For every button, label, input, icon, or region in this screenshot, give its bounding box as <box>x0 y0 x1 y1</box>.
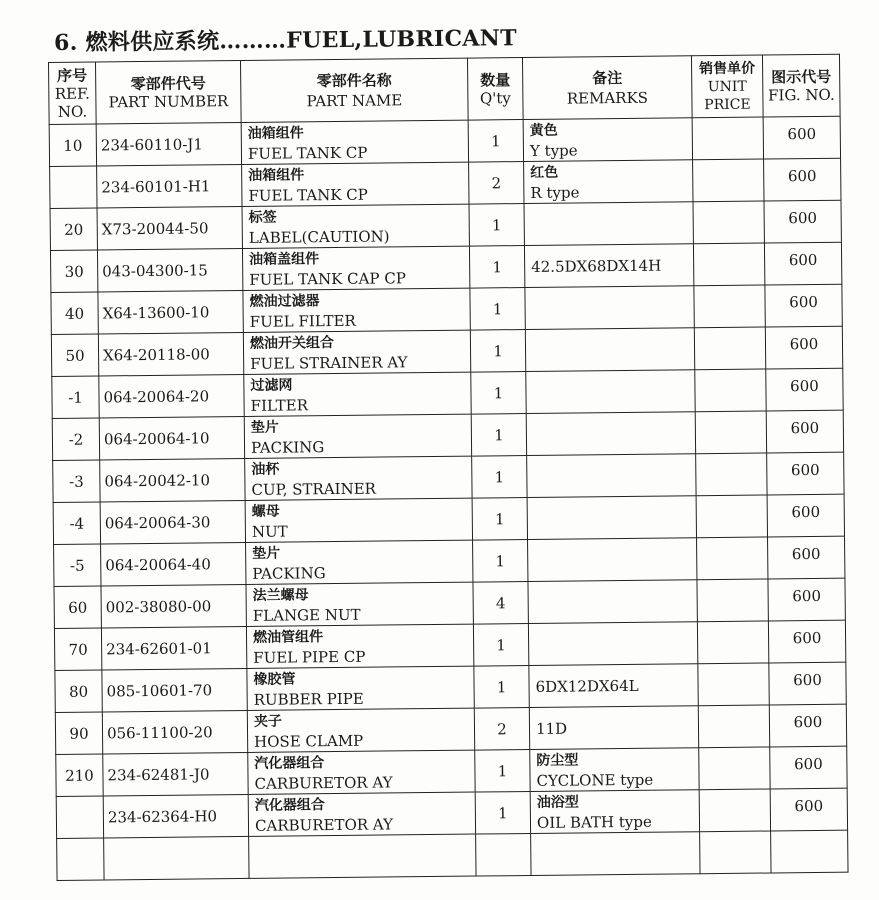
part-name-cell <box>248 792 475 836</box>
remarks-en: 42.5DX68DX14H <box>531 256 662 276</box>
remarks-cell <box>530 790 699 834</box>
unit-price-cell <box>692 117 763 160</box>
part-name-zh: 汽化器组合 <box>254 796 325 814</box>
header-qty-en: Q'ty <box>479 88 511 107</box>
remarks-cell <box>524 244 693 288</box>
remarks-cell <box>525 286 694 330</box>
part-name-en: FUEL PIPE CP <box>253 647 366 667</box>
part-name-en: FUEL TANK CAP CP <box>249 268 406 289</box>
part-name-en: CARBURETOR AY <box>254 772 393 793</box>
header-rem-en: REMARKS <box>566 88 649 108</box>
part-name-zh: 垫片 <box>250 419 279 436</box>
qty-cell: 1 <box>472 498 527 541</box>
part-name-en: PACKING <box>252 563 326 583</box>
empty-cell <box>104 836 249 880</box>
ref-no-cell: -2 <box>52 418 99 460</box>
qty-cell: 1 <box>469 204 524 247</box>
fig-no-cell: 600 <box>768 536 845 579</box>
header-part-name <box>240 58 468 122</box>
remarks-cell <box>526 370 695 414</box>
header-name-en: PART NAME <box>306 90 403 110</box>
qty-cell: 1 <box>471 372 526 415</box>
part-name-zh: 夹子 <box>253 713 282 730</box>
part-name-cell <box>245 498 472 542</box>
fig-no-cell: 600 <box>770 788 847 831</box>
header-name-zh: 零部件名称 <box>316 70 392 90</box>
part-number-cell: 064-20064-10 <box>99 416 244 460</box>
ref-no-cell: 80 <box>55 670 102 712</box>
part-name-zh: 油箱组件 <box>247 124 304 142</box>
unit-price-cell <box>699 747 770 790</box>
part-name-zh: 燃油开关组合 <box>249 334 335 352</box>
ref-no-cell: 60 <box>54 586 101 628</box>
part-name-cell <box>247 666 474 710</box>
empty-cell <box>57 838 104 880</box>
remarks-cell <box>526 412 695 456</box>
ref-no-cell: 10 <box>49 124 96 166</box>
part-name-cell <box>246 624 473 668</box>
part-name-en: RUBBER PIPE <box>253 689 364 709</box>
remarks-zh: 油浴型 <box>536 793 579 811</box>
header-rem-zh: 备注 <box>592 68 623 87</box>
unit-price-cell <box>697 579 768 622</box>
part-name-zh: 油箱盖组件 <box>248 250 320 268</box>
ref-no-cell: 90 <box>55 712 102 754</box>
unit-price-cell <box>697 537 768 580</box>
header-ref <box>49 62 97 124</box>
unit-price-cell <box>698 663 769 706</box>
remarks-en: CYCLONE type <box>536 770 654 790</box>
ref-no-cell: 50 <box>51 334 98 376</box>
fig-no-cell: 600 <box>766 410 843 453</box>
part-number-cell: 064-20064-30 <box>100 500 245 544</box>
remarks-cell <box>525 328 694 372</box>
fig-no-cell: 600 <box>763 116 840 159</box>
part-number-cell: 234-60101-H1 <box>97 164 242 208</box>
header-price-en: UNIT PRICE <box>704 78 751 113</box>
empty-cell <box>531 832 700 876</box>
part-number-cell: X64-20118-00 <box>98 332 243 376</box>
part-name-cell <box>244 414 471 458</box>
header-fig-no <box>762 54 840 117</box>
remarks-en: 11D <box>535 719 568 738</box>
qty-cell: 1 <box>475 749 530 792</box>
ref-no-cell: -4 <box>53 502 100 544</box>
ref-no-cell: 20 <box>50 208 97 250</box>
ref-no-cell: -1 <box>52 376 99 418</box>
remarks-en: R type <box>530 182 580 202</box>
fig-no-cell: 600 <box>764 158 841 201</box>
qty-cell: 2 <box>469 162 524 205</box>
ref-no-cell <box>50 166 97 208</box>
part-number-cell: X73-20044-50 <box>97 206 242 250</box>
fig-no-cell: 600 <box>770 746 847 789</box>
unit-price-cell <box>693 243 764 286</box>
qty-cell: 1 <box>473 540 528 583</box>
ref-no-cell: -5 <box>54 544 101 586</box>
remarks-en: OIL BATH type <box>536 812 652 832</box>
remarks-cell <box>529 664 698 708</box>
remarks-cell <box>528 538 697 582</box>
empty-cell <box>700 831 771 874</box>
header-ref-en: REF. NO. <box>54 84 90 121</box>
part-name-en: FUEL FILTER <box>249 311 356 331</box>
part-name-cell <box>248 750 475 794</box>
fig-no-cell: 600 <box>764 242 841 285</box>
parts-table-wrapper <box>48 54 849 881</box>
part-number-cell: 064-20064-20 <box>99 374 244 418</box>
remarks-cell <box>529 706 698 750</box>
fig-no-cell: 600 <box>769 704 846 747</box>
unit-price-cell <box>695 411 766 454</box>
unit-price-cell <box>693 201 764 244</box>
part-number-cell: 234-62364-H0 <box>103 794 248 838</box>
qty-cell: 1 <box>470 330 525 373</box>
part-name-cell <box>245 456 472 500</box>
remarks-zh: 红色 <box>530 164 559 181</box>
part-name-zh: 燃油管组件 <box>252 628 324 646</box>
unit-price-cell <box>694 285 765 328</box>
qty-cell: 1 <box>470 288 525 331</box>
part-number-cell: 234-62481-J0 <box>103 752 248 796</box>
part-name-zh: 过滤网 <box>250 376 293 394</box>
part-name-zh: 燃油过滤器 <box>249 292 320 310</box>
remarks-cell <box>527 454 696 498</box>
ref-no-cell <box>56 796 103 838</box>
part-name-cell <box>246 582 473 626</box>
unit-price-cell <box>694 327 765 370</box>
part-number-cell: 064-20042-10 <box>100 458 245 502</box>
remarks-cell <box>528 622 697 666</box>
qty-cell: 1 <box>468 120 523 163</box>
parts-table-body <box>49 116 848 880</box>
qty-cell: 1 <box>471 414 526 457</box>
part-name-en: HOSE CLAMP <box>254 731 364 751</box>
part-name-cell <box>242 246 469 290</box>
part-name-en: FUEL STRAINER AY <box>250 352 408 373</box>
part-name-zh: 螺母 <box>251 503 280 520</box>
unit-price-cell <box>696 453 767 496</box>
part-name-zh: 油箱组件 <box>248 166 305 184</box>
unit-price-cell <box>699 789 770 832</box>
remarks-cell <box>524 160 693 204</box>
qty-cell: 1 <box>473 624 528 667</box>
remarks-en: 6DX12DX64L <box>535 676 639 696</box>
ref-no-cell: -3 <box>53 460 100 502</box>
header-qty-zh: 数量 <box>480 70 511 89</box>
part-name-cell <box>244 372 471 416</box>
part-number-cell: 085-10601-70 <box>102 668 247 712</box>
part-number-cell: 002-38080-00 <box>101 584 246 628</box>
part-name-cell <box>246 540 473 584</box>
fig-no-cell: 600 <box>766 368 843 411</box>
part-name-cell <box>241 120 468 164</box>
fig-no-cell: 600 <box>765 284 842 327</box>
header-ref-zh: 序号 <box>57 66 88 85</box>
unit-price-cell <box>697 621 768 664</box>
part-name-cell <box>243 330 470 374</box>
part-number-cell: 043-04300-15 <box>97 248 242 292</box>
qty-cell: 4 <box>473 582 528 625</box>
part-name-zh: 汽化器组合 <box>254 754 325 772</box>
header-part-zh: 零部件代号 <box>130 73 206 93</box>
page-title: 6. 燃料供应系统………FUEL,LUBRICANT <box>53 25 517 56</box>
part-name-en: FUEL TANK CP <box>247 143 368 163</box>
ref-no-cell: 30 <box>50 250 97 292</box>
empty-cell <box>476 833 531 876</box>
fig-no-cell: 600 <box>767 494 844 537</box>
remarks-zh: 黄色 <box>529 122 558 139</box>
empty-row <box>57 830 848 880</box>
part-name-en: NUT <box>251 522 288 541</box>
qty-cell: 1 <box>475 791 530 834</box>
header-qty <box>467 58 523 121</box>
header-price-zh: 销售单价 <box>699 60 756 77</box>
part-name-cell <box>243 288 470 332</box>
part-name-en: CARBURETOR AY <box>254 814 394 835</box>
part-number-cell: 056-11100-20 <box>102 710 247 754</box>
fig-no-cell: 600 <box>767 452 844 495</box>
table-header-row <box>49 54 841 124</box>
parts-table <box>48 54 849 881</box>
header-part-number <box>96 60 242 124</box>
remarks-cell <box>530 748 699 792</box>
part-name-zh: 法兰螺母 <box>252 586 309 604</box>
remarks-cell <box>527 496 696 540</box>
part-number-cell: X64-13600-10 <box>98 290 243 334</box>
header-fig-zh: 图示代号 <box>771 67 832 86</box>
empty-cell <box>771 830 848 873</box>
part-name-cell <box>242 162 469 206</box>
part-name-en: FLANGE NUT <box>252 605 361 625</box>
qty-cell: 1 <box>472 456 527 499</box>
remarks-cell <box>528 580 697 624</box>
part-name-zh: 标签 <box>248 209 277 226</box>
part-name-zh: 橡胶管 <box>253 670 296 688</box>
part-name-en: FUEL TANK CP <box>248 185 368 205</box>
fig-no-cell: 600 <box>768 578 845 621</box>
part-number-cell: 234-60110-J1 <box>96 122 241 166</box>
remarks-cell <box>523 118 692 162</box>
empty-cell <box>249 834 476 878</box>
ref-no-cell: 210 <box>56 754 103 796</box>
part-name-en: LABEL(CAUTION) <box>248 226 390 247</box>
remarks-cell <box>524 202 693 246</box>
part-name-en: CUP, STRAINER <box>251 479 376 499</box>
part-name-en: PACKING <box>250 437 325 457</box>
ref-no-cell: 40 <box>51 292 98 334</box>
part-number-cell: 234-62601-01 <box>101 626 246 670</box>
unit-price-cell <box>695 369 766 412</box>
part-name-cell <box>242 204 469 248</box>
remarks-en: Y type <box>529 140 578 160</box>
unit-price-cell <box>696 495 767 538</box>
fig-no-cell: 600 <box>768 620 845 663</box>
unit-price-cell <box>698 705 769 748</box>
header-part-en: PART NUMBER <box>108 91 229 111</box>
header-remarks <box>522 56 692 120</box>
qty-cell: 1 <box>474 665 529 708</box>
ref-no-cell: 70 <box>54 628 101 670</box>
part-name-zh: 垫片 <box>252 545 281 562</box>
part-name-en: FILTER <box>250 395 309 415</box>
part-name-cell <box>247 708 474 752</box>
remarks-zh: 防尘型 <box>536 751 579 769</box>
header-fig-en: FIG. NO. <box>767 85 835 104</box>
fig-no-cell: 600 <box>764 200 841 243</box>
qty-cell: 1 <box>469 246 524 289</box>
header-unit-price <box>691 55 763 118</box>
unit-price-cell <box>693 159 764 202</box>
fig-no-cell: 600 <box>769 662 846 705</box>
qty-cell: 2 <box>474 707 529 750</box>
part-name-zh: 油杯 <box>251 461 280 478</box>
part-number-cell: 064-20064-40 <box>101 542 246 586</box>
fig-no-cell: 600 <box>765 326 842 369</box>
